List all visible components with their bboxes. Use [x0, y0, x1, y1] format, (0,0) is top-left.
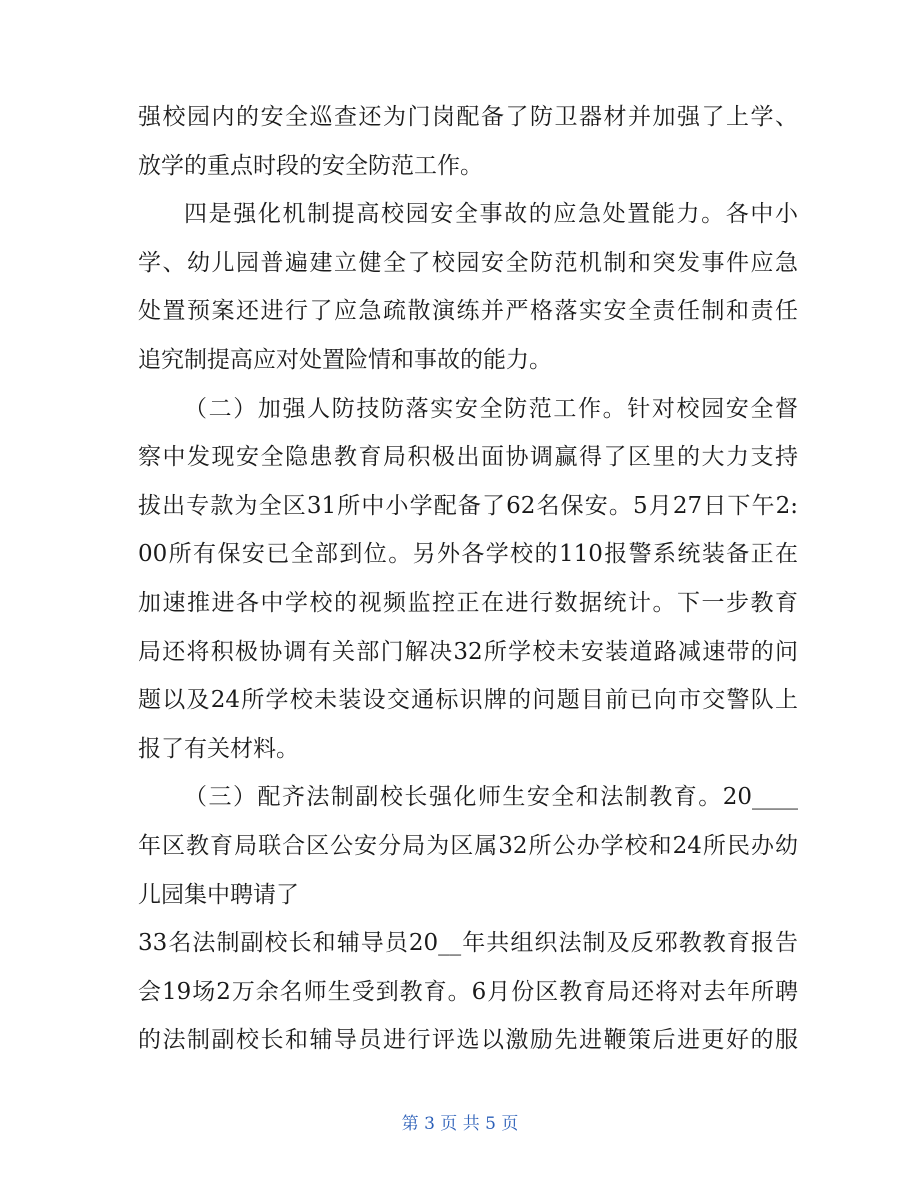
- text-line: 加速推进各中学校的视频监控正在进行数据统计。下一步教育: [138, 590, 798, 616]
- text-line: 学、幼儿园普遍建立健全了校园安全防范机制和突发事件应急: [138, 250, 798, 276]
- text-line: 强校园内的安全巡查还为门岗配备了防卫器材并加强了上学、: [138, 104, 798, 130]
- text-line: 放学的重点时段的安全防范工作。: [138, 153, 483, 179]
- text-line: 追究制提高应对处置险情和事故的能力。: [138, 347, 552, 373]
- text-line: 局还将积极协调有关部门解决32所学校未安装道路减速带的问: [138, 639, 798, 665]
- text-line: 33名法制副校长和辅导员20__年共组织法制及反邪教教育报告: [138, 930, 798, 956]
- text-line: 报了有关材料。: [138, 736, 299, 762]
- text-line: 察中发现安全隐患教育局积极出面协调赢得了区里的大力支持: [138, 444, 798, 470]
- text-line: 四是强化机制提高校园安全事故的应急处置能力。各中小: [184, 201, 798, 227]
- text-line: 儿园集中聘请了: [138, 882, 299, 908]
- text-line: 题以及24所学校未装设交通标识牌的问题目前已向市交警队上: [138, 687, 798, 713]
- text-line: 会19场2万余名师生受到教育。6月份区教育局还将对去年所聘: [138, 979, 798, 1005]
- text-line: 年区教育局联合区公安分局为区属32所公办学校和24所民办幼: [138, 833, 798, 859]
- text-line: 拔出专款为全区31所中小学配备了62名保安。5月27日下午2:: [138, 493, 798, 519]
- text-line: （三）配齐法制副校长强化师生安全和法制教育。20____: [184, 784, 798, 810]
- text-line: 00所有保安已全部到位。另外各学校的110报警系统装备正在: [138, 541, 798, 567]
- text-line: 的法制副校长和辅导员进行评选以激励先进鞭策后进更好的服: [138, 1027, 798, 1053]
- page-number-footer: 第 3 页 共 5 页: [401, 1114, 519, 1134]
- text-line: （二）加强人防技防落实安全防范工作。针对校园安全督: [184, 396, 798, 422]
- text-line: 处置预案还进行了应急疏散演练并严格落实安全责任制和责任: [138, 298, 798, 324]
